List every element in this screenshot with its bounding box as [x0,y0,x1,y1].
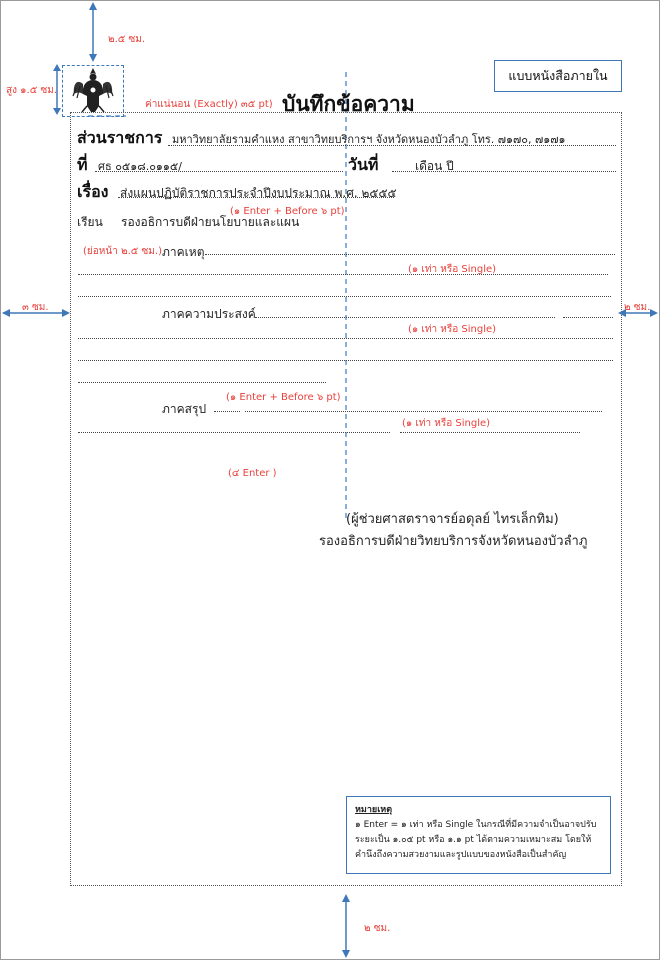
bottom-margin-label: ๒ ซม. [364,923,391,934]
top-arrow-head-up [89,2,97,10]
emblem-height-label: สูง ๑.๕ ซม. [6,85,57,96]
exact-spacing-label: ค่าแน่นอน (Exactly) ๓๕ pt) [145,99,273,110]
note-text: ๑ Enter = ๑ เท่า หรือ Single ในกรณีที่มีความจำเป็นอาจปรับระยะเป็น ๑.๐๕ pt หรือ ๑.๑ pt ได้ตามความเหมาะสม โดยให้คำนึงถึงความสวยงามและรูปแบบของหนังสือเป็นสำคัญ [355,820,597,860]
ref-dotline [95,171,343,172]
conclusion-label: ภาคสรุป [162,402,207,416]
cause-dotline-1 [205,254,615,255]
document-type-box: แบบหนังสือภายใน [494,60,622,92]
purpose-dotline-2 [78,338,613,339]
agency-value: มหาวิทยาลัยรามคำแหง สาขาวิทยบริการฯ จังหวัดหนองบัวลำภู โทร. ๗๑๗๐, ๗๑๗๑ [172,133,566,146]
top-margin-label: ๒.๕ ซม. [108,34,146,45]
purpose-dotline-3 [78,360,613,361]
purpose-dotline-4 [78,382,326,383]
date-label: วันที่ [348,155,379,174]
conclusion-dotline-1b [245,411,602,412]
signer-position: รองอธิการบดีฝ่ายวิทยบริการจังหวัดหนองบัวลำภู [319,534,588,549]
single-spacing-label-1: (๑ เท่า หรือ Single) [408,264,497,275]
single-spacing-label-3: (๑ เท่า หรือ Single) [402,418,491,429]
subject-label: เรื่อง [77,182,109,201]
indent-label: (ย่อหน้า ๒.๕ ซม.) [83,246,162,257]
conclusion-dotline-2b [400,432,580,433]
four-enter-label: (๔ Enter ) [228,468,277,479]
single-spacing-label-2: (๑ เท่า หรือ Single) [408,324,497,335]
top-arrow-head-down [89,54,97,62]
cause-label: ภาคเหตุ [162,245,205,259]
conclusion-dotline-2a [78,432,390,433]
to-value: รองอธิการบดีฝ่ายนโยบายและแผน [121,215,300,229]
garuda-emblem-icon [72,66,114,114]
purpose-label: ภาคความประสงค์ [162,307,256,321]
left-margin-label: ๓ ซม. [22,302,49,313]
date-value: เดือน ปี [415,159,454,173]
subject-value: ส่งแผนปฏิบัติราชการประจำปีงบประมาณ พ.ศ. ๒๕๕๕ [120,186,397,200]
note-box [346,796,611,874]
conclusion-dotline-1a [214,411,240,412]
purpose-dotline-1b [563,317,613,318]
enter-before-label-1: (๑ Enter + Before ๖ pt) [230,206,345,217]
agency-dotline [168,145,616,146]
to-label: เรียน [77,215,103,229]
signer-name: (ผู้ช่วยศาสตราจารย์อดุลย์ ไทรเล็กทิม) [346,512,559,527]
date-dotline [392,171,616,172]
agency-label: ส่วนราชการ [77,128,163,147]
right-margin-label: ๒ ซม. [624,302,651,313]
purpose-dotline-1a [255,317,555,318]
ref-label: ที่ [77,155,88,174]
cause-dotline-3 [78,296,611,297]
note-heading: หมายเหตุ [355,805,393,815]
subject-dotline [118,197,394,198]
memo-title: บันทึกข้อความ [282,92,415,116]
ref-value: ศธ ๐๕๑๘.๐๑๑๕/ [98,160,182,173]
enter-before-label-2: (๑ Enter + Before ๖ pt) [226,392,341,403]
cause-dotline-2 [78,274,608,275]
